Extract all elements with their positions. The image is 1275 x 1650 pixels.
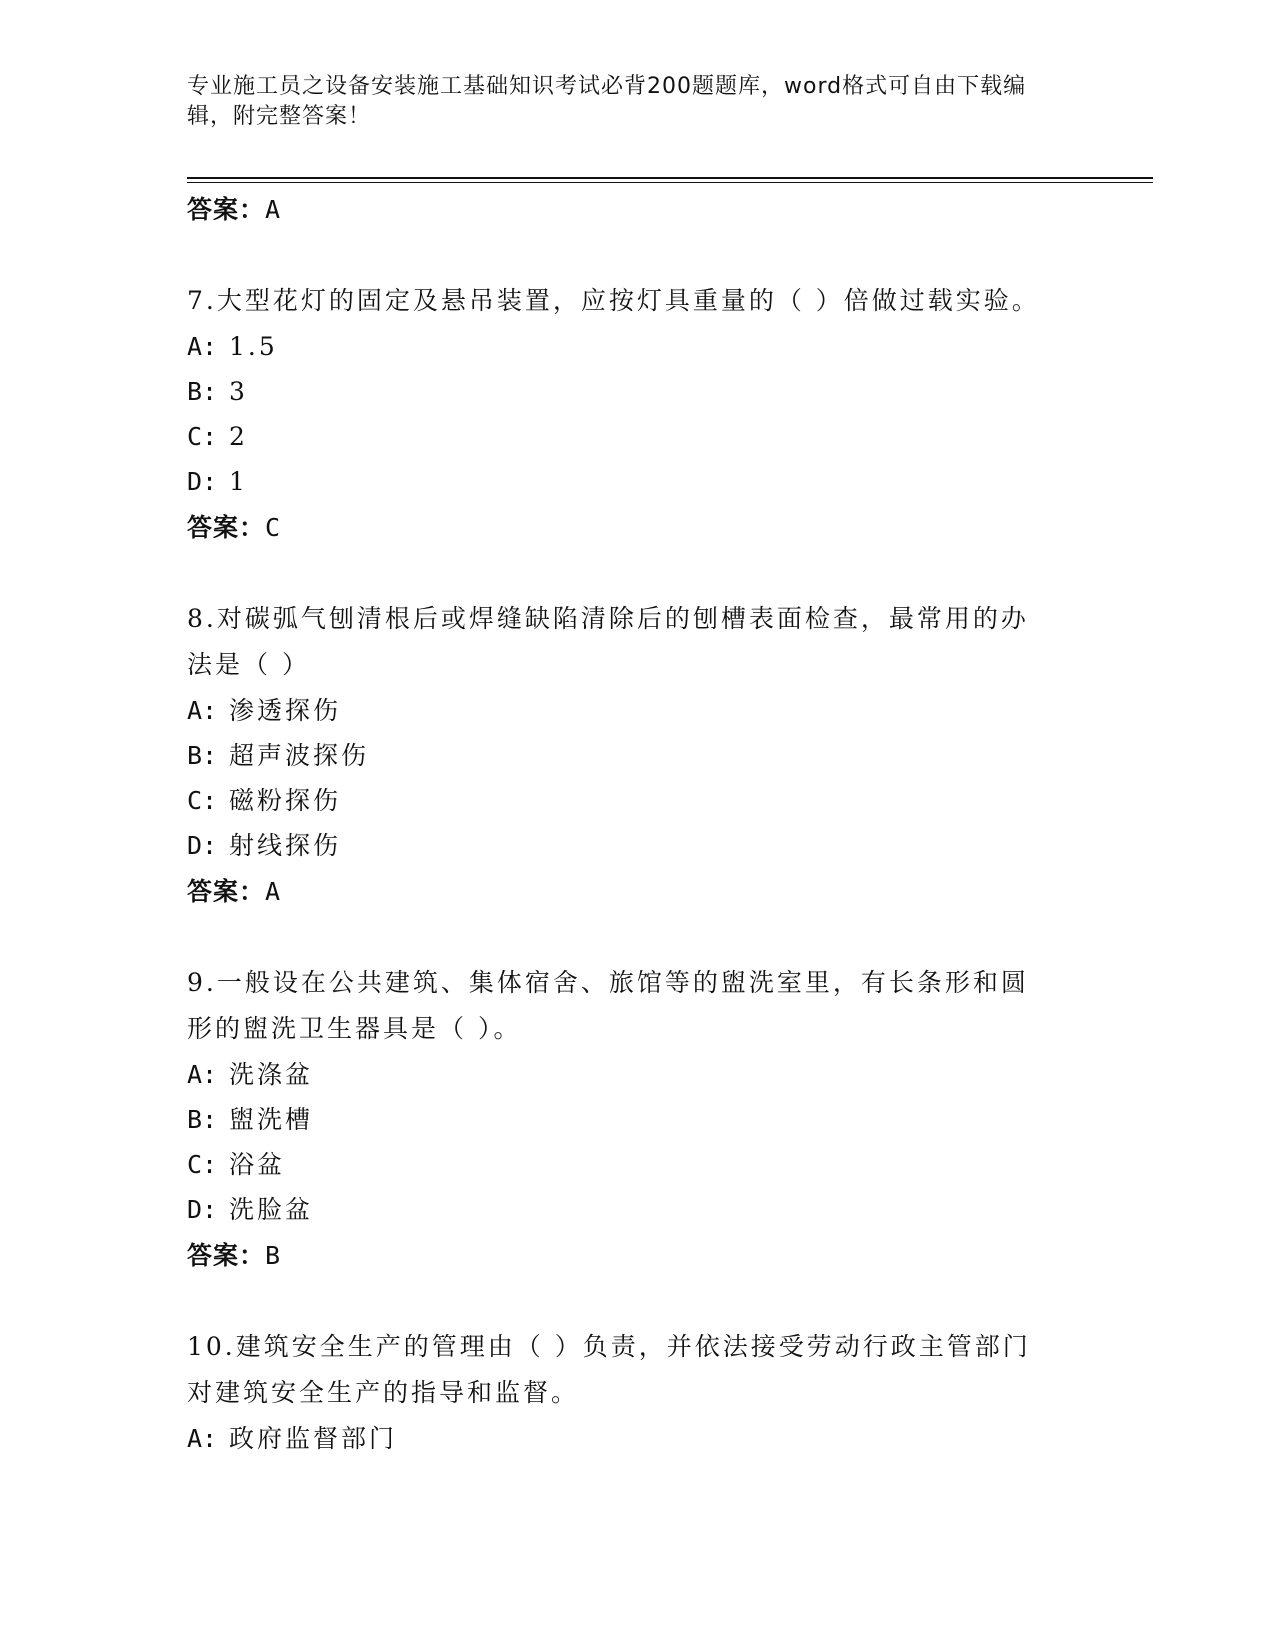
- question-text: 7.大型花灯的固定及悬吊装置，应按灯具重量的（ ）倍做过载实验。: [187, 286, 1040, 315]
- option-text: 浴盆: [229, 1150, 286, 1179]
- answer-label: 答案：: [187, 513, 266, 542]
- question-block-8: [187, 596, 1067, 916]
- spacer: [187, 1280, 1067, 1324]
- answer-value: C: [265, 513, 282, 542]
- option-text: 1: [229, 467, 248, 496]
- option-letter: B:: [187, 1105, 218, 1134]
- question-block-7: [187, 278, 1067, 552]
- option-text: 政府监督部门: [229, 1424, 398, 1453]
- answer-value: A: [265, 195, 282, 224]
- question-text: 10.建筑安全生产的管理由（ ）负责，并依法接受劳动行政主管部门对建筑安全生产的指导和监督。: [187, 1332, 1031, 1407]
- answer-label: 答案：: [187, 1241, 266, 1270]
- spacer: [187, 552, 1067, 596]
- option-letter: A:: [187, 1424, 218, 1453]
- header-divider-thick: [187, 177, 1153, 179]
- option-letter: A:: [187, 332, 218, 361]
- option-text: 3: [229, 377, 248, 406]
- answer-value: B: [265, 1241, 282, 1270]
- question-block-9: [187, 960, 1067, 1280]
- option-text: 洗脸盆: [229, 1195, 314, 1224]
- option-d: [187, 459, 1067, 504]
- answer-line: [187, 1232, 1067, 1280]
- option-c: [187, 1142, 1067, 1187]
- option-letter: A:: [187, 696, 218, 725]
- option-b: [187, 733, 1067, 778]
- question-list: [187, 186, 1067, 1461]
- option-text: 超声波探伤: [229, 741, 370, 770]
- page-header: 专业施工员之设备安装施工基础知识考试必背200题题库，word格式可自由下载编辑，附完整答案！: [187, 74, 1027, 129]
- option-letter: C:: [187, 422, 218, 451]
- option-letter: C:: [187, 1150, 218, 1179]
- option-text: 射线探伤: [229, 831, 342, 860]
- option-b: [187, 369, 1067, 414]
- option-text: 洗涤盆: [229, 1060, 314, 1089]
- header-divider-thin: [187, 182, 1153, 183]
- answer-value: A: [265, 877, 282, 906]
- option-letter: B:: [187, 377, 218, 406]
- option-d: [187, 1187, 1067, 1232]
- question-text: 8.对碳弧气刨清根后或焊缝缺陷清除后的刨槽表面检查，最常用的办法是（ ）: [187, 604, 1029, 679]
- spacer: [187, 916, 1067, 960]
- spacer: [187, 234, 1067, 278]
- question-text: 9.一般设在公共建筑、集体宿舍、旅馆等的盥洗室里，有长条形和圆形的盥洗卫生器具是（ ）。: [187, 968, 1029, 1043]
- answer-label: 答案：: [187, 195, 266, 224]
- option-letter: D:: [187, 467, 218, 496]
- answer-line: [187, 504, 1067, 552]
- option-a: [187, 324, 1067, 369]
- option-letter: B:: [187, 741, 218, 770]
- option-letter: D:: [187, 831, 218, 860]
- answer-line: [187, 868, 1067, 916]
- option-text: 2: [229, 422, 248, 451]
- option-a: [187, 1052, 1067, 1097]
- option-text: 1.5: [229, 332, 278, 361]
- answer-line: [187, 186, 1067, 234]
- option-text: 盥洗槽: [229, 1105, 314, 1134]
- option-a: [187, 688, 1067, 733]
- option-a: [187, 1416, 1067, 1461]
- option-letter: D:: [187, 1195, 218, 1224]
- option-d: [187, 823, 1067, 868]
- option-c: [187, 778, 1067, 823]
- option-text: 磁粉探伤: [229, 786, 342, 815]
- answer-label: 答案：: [187, 877, 266, 906]
- option-b: [187, 1097, 1067, 1142]
- option-text: 渗透探伤: [229, 696, 342, 725]
- option-c: [187, 414, 1067, 459]
- option-letter: A:: [187, 1060, 218, 1089]
- question-block-10: [187, 1324, 1067, 1461]
- option-letter: C:: [187, 786, 218, 815]
